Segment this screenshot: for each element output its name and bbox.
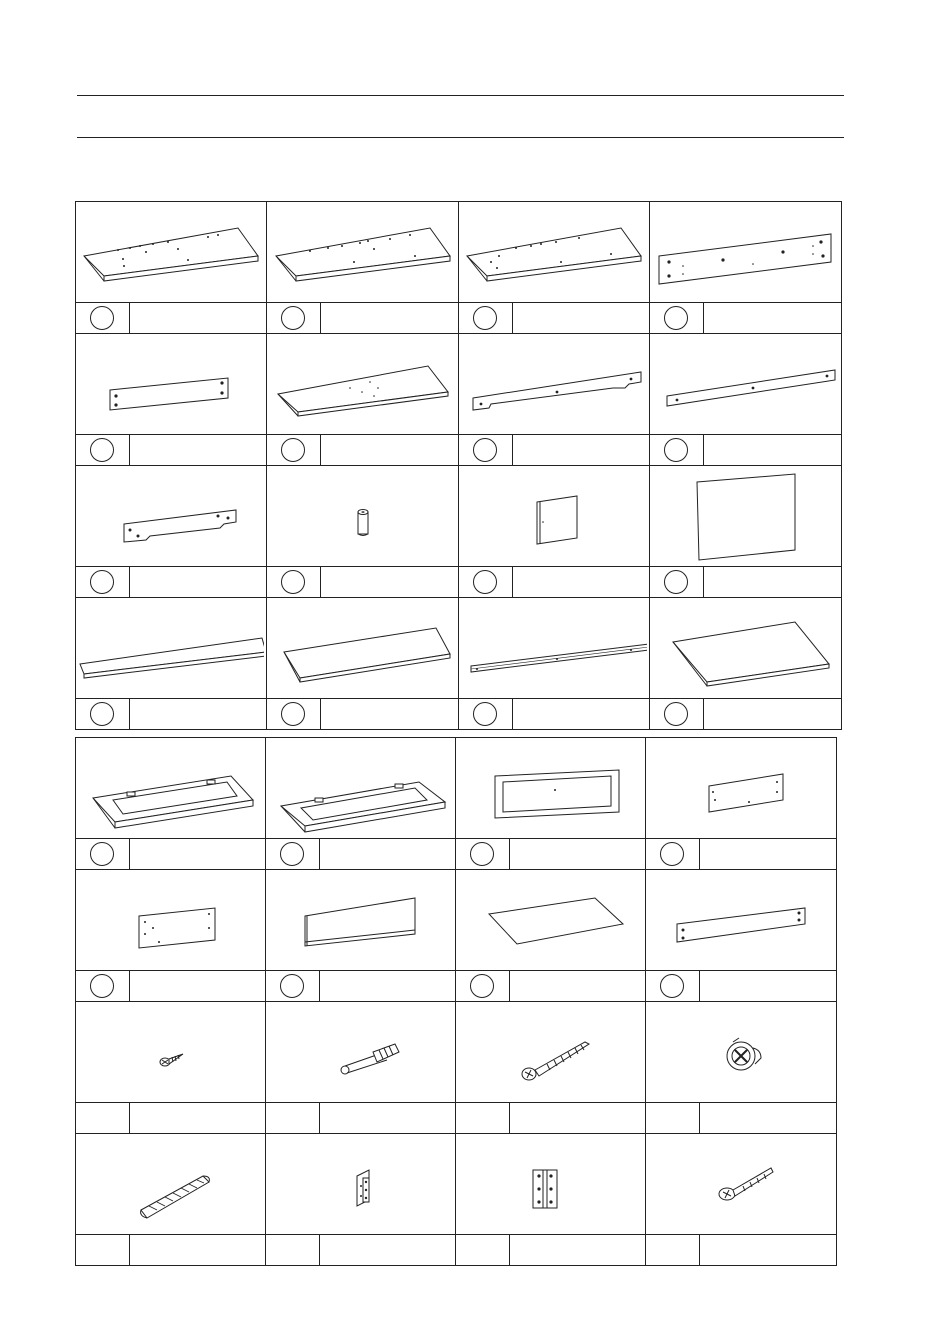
part-label-cell — [267, 303, 459, 334]
part-image-cell — [76, 334, 267, 435]
hardware-image-cell — [456, 1002, 646, 1103]
notched-rail-icon — [461, 336, 647, 432]
panel-with-holes-icon — [270, 204, 456, 300]
part-number-circle — [280, 842, 304, 866]
part-label-cell — [459, 699, 650, 730]
long-board-icon — [78, 600, 264, 696]
part-image-cell — [459, 202, 650, 303]
hardware-image-cell — [76, 1002, 266, 1103]
part-number-circle — [90, 306, 114, 330]
short-screw-icon — [79, 1004, 263, 1100]
part-image-cell — [76, 202, 267, 303]
part-number-circle — [281, 306, 305, 330]
hardware-label-cell — [266, 1103, 456, 1134]
parts-table-drawer-hardware — [75, 737, 837, 1266]
hardware-label-cell — [456, 1235, 646, 1266]
part-label-cell — [76, 435, 267, 466]
drawer-bottom-icon — [459, 872, 643, 968]
short-rail-icon — [78, 336, 264, 432]
small-hinge-icon — [269, 1136, 453, 1232]
hardware-label-cell — [646, 1103, 837, 1134]
drawer-frame-icon — [269, 740, 453, 836]
part-number-circle — [473, 438, 497, 462]
part-number-circle — [90, 702, 114, 726]
hardware-image-cell — [646, 1002, 837, 1103]
drawer-front-lip-icon — [269, 872, 453, 968]
back-board-icon — [653, 468, 839, 564]
part-label-cell — [456, 839, 646, 870]
part-number-circle — [90, 438, 114, 462]
back-rail-panel-icon — [653, 204, 839, 300]
cam-lock-icon — [649, 1004, 833, 1100]
panel-with-holes-icon — [78, 204, 264, 300]
hardware-label-cell — [76, 1235, 266, 1266]
part-number-circle — [280, 974, 304, 998]
thin-strip-icon — [461, 600, 647, 696]
part-number-circle — [470, 974, 494, 998]
part-image-cell — [266, 870, 456, 971]
drawer-rail-icon — [649, 872, 833, 968]
wooden-dowel-icon — [79, 1136, 263, 1232]
part-image-cell — [76, 598, 267, 699]
part-label-cell — [650, 435, 842, 466]
part-image-cell — [459, 334, 650, 435]
part-label-cell — [76, 303, 267, 334]
part-number-circle — [281, 438, 305, 462]
part-image-cell — [76, 466, 267, 567]
part-image-cell — [76, 870, 266, 971]
hardware-label-cell — [76, 1103, 266, 1134]
part-image-cell — [650, 202, 842, 303]
part-image-cell — [459, 466, 650, 567]
part-image-cell — [456, 870, 646, 971]
part-label-cell — [266, 839, 456, 870]
header-rule-bottom — [77, 137, 844, 138]
drawer-frame-icon — [79, 740, 263, 836]
long-rail-icon — [653, 336, 839, 432]
part-image-cell — [267, 202, 459, 303]
part-number-circle — [90, 842, 114, 866]
part-label-cell — [76, 699, 267, 730]
part-image-cell — [267, 598, 459, 699]
part-label-cell — [646, 971, 837, 1002]
panel-with-holes-icon — [461, 204, 647, 300]
part-number-circle — [664, 306, 688, 330]
part-label-cell — [76, 971, 266, 1002]
medium-screw-icon — [649, 1136, 833, 1232]
part-number-circle — [664, 438, 688, 462]
part-number-circle — [470, 842, 494, 866]
hardware-image-cell — [76, 1134, 266, 1235]
hardware-image-cell — [266, 1002, 456, 1103]
drawer-front-icon — [459, 740, 643, 836]
hardware-image-cell — [646, 1134, 837, 1235]
hardware-image-cell — [456, 1134, 646, 1235]
part-image-cell — [76, 738, 266, 839]
large-board-icon — [653, 600, 839, 696]
part-number-circle — [473, 306, 497, 330]
parts-table-panels — [75, 201, 842, 730]
cam-bolt-icon — [269, 1004, 453, 1100]
header-rule-top — [77, 95, 844, 96]
spacer-cylinder-icon — [270, 468, 456, 564]
part-number-circle — [660, 974, 684, 998]
hardware-label-cell — [456, 1103, 646, 1134]
notched-stretcher-icon — [78, 468, 264, 564]
part-label-cell — [459, 435, 650, 466]
hardware-label-cell — [266, 1235, 456, 1266]
part-image-cell — [646, 870, 837, 971]
part-number-circle — [90, 570, 114, 594]
part-image-cell — [650, 598, 842, 699]
part-label-cell — [459, 567, 650, 598]
part-image-cell — [650, 466, 842, 567]
part-number-circle — [664, 570, 688, 594]
part-label-cell — [267, 567, 459, 598]
part-number-circle — [664, 702, 688, 726]
part-label-cell — [267, 435, 459, 466]
part-label-cell — [646, 839, 837, 870]
part-image-cell — [646, 738, 837, 839]
drawer-side-icon — [649, 740, 833, 836]
part-number-circle — [473, 702, 497, 726]
hardware-label-cell — [646, 1235, 837, 1266]
part-label-cell — [76, 839, 266, 870]
part-number-circle — [660, 842, 684, 866]
part-label-cell — [650, 303, 842, 334]
part-number-circle — [90, 974, 114, 998]
hardware-image-cell — [266, 1134, 456, 1235]
part-label-cell — [76, 567, 267, 598]
part-image-cell — [267, 466, 459, 567]
shelf-panel-icon — [270, 336, 456, 432]
wide-board-icon — [270, 600, 456, 696]
long-screw-icon — [459, 1004, 643, 1100]
part-number-circle — [281, 702, 305, 726]
part-number-circle — [473, 570, 497, 594]
part-image-cell — [456, 738, 646, 839]
part-number-circle — [281, 570, 305, 594]
part-image-cell — [267, 334, 459, 435]
part-label-cell — [650, 567, 842, 598]
part-label-cell — [267, 699, 459, 730]
part-label-cell — [459, 303, 650, 334]
part-label-cell — [266, 971, 456, 1002]
part-label-cell — [456, 971, 646, 1002]
part-label-cell — [650, 699, 842, 730]
part-image-cell — [266, 738, 456, 839]
butt-hinge-icon — [459, 1136, 643, 1232]
part-image-cell — [459, 598, 650, 699]
small-square-panel-icon — [461, 468, 647, 564]
part-image-cell — [650, 334, 842, 435]
drawer-back-icon — [79, 872, 263, 968]
